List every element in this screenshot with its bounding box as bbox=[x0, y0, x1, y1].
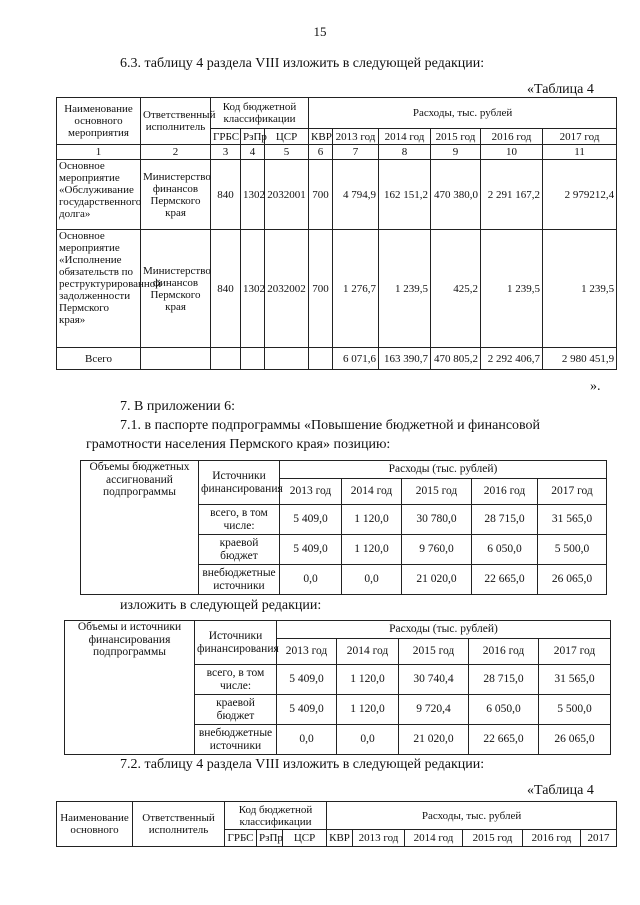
closing-quote: ». bbox=[590, 379, 601, 394]
header-responsible: Ответственный исполнитель bbox=[133, 802, 225, 847]
row-name: Основное мероприятие «Обслуживание государственного долга» bbox=[57, 160, 141, 230]
table-4-second bbox=[56, 801, 617, 847]
row-value: 2 979212,4 bbox=[543, 160, 617, 230]
col-num: 5 bbox=[265, 145, 309, 160]
header-year: 2015 год bbox=[431, 129, 481, 145]
row-value: 22 665,0 bbox=[469, 725, 539, 755]
header-expenses: Расходы (тыс. рублей) bbox=[277, 621, 611, 639]
row-label: внебюджетные источники bbox=[199, 565, 280, 595]
row-value: 5 500,0 bbox=[539, 695, 611, 725]
header-year: 2016 год bbox=[472, 479, 538, 505]
total-value: 470 805,2 bbox=[431, 348, 481, 370]
row-kvr: 700 bbox=[309, 160, 333, 230]
total-value: 2 292 406,7 bbox=[481, 348, 543, 370]
col-num: 6 bbox=[309, 145, 333, 160]
row-value: 5 409,0 bbox=[277, 665, 337, 695]
header-volume: Объемы бюджетных ассигнований подпрограммы bbox=[81, 461, 199, 595]
row-value: 1 239,5 bbox=[481, 230, 543, 348]
table-4-main bbox=[56, 97, 617, 370]
row-value: 9 760,0 bbox=[402, 535, 472, 565]
row-value: 21 020,0 bbox=[402, 565, 472, 595]
total-value: 6 071,6 bbox=[333, 348, 379, 370]
header-year: 2013 год bbox=[353, 830, 405, 847]
row-value: 26 065,0 bbox=[539, 725, 611, 755]
header-year: 2014 год bbox=[405, 830, 463, 847]
row-value: 1 276,7 bbox=[333, 230, 379, 348]
col-num: 4 bbox=[241, 145, 265, 160]
total-row bbox=[57, 348, 617, 370]
header-year: 2016 год bbox=[523, 830, 581, 847]
row-label: всего, в том числе: bbox=[199, 505, 280, 535]
header-year: 2013 год bbox=[277, 639, 337, 665]
table-caption-2: «Таблица 4 bbox=[527, 783, 594, 798]
row-value: 0,0 bbox=[342, 565, 402, 595]
row-responsible: Министерство финансов Пермского края bbox=[141, 230, 211, 348]
section-7-1-line2: грамотности населения Пермского края» позицию: bbox=[86, 437, 391, 452]
row-grbs: 840 bbox=[211, 230, 241, 348]
col-num: 11 bbox=[543, 145, 617, 160]
header-year: 2014 год bbox=[337, 639, 399, 665]
section-6-3-text: 6.3. таблицу 4 раздела VIII изложить в следующей редакции: bbox=[120, 56, 485, 71]
row-label: краевой бюджет bbox=[199, 535, 280, 565]
total-value: 2 980 451,9 bbox=[543, 348, 617, 370]
header-responsible: Ответственный исполнитель bbox=[141, 98, 211, 145]
header-kvr: КВР bbox=[327, 830, 353, 847]
row-value: 26 065,0 bbox=[538, 565, 607, 595]
header-year: 2016 год bbox=[469, 639, 539, 665]
row-csr: 2032002 bbox=[265, 230, 309, 348]
row-value: 5 500,0 bbox=[538, 535, 607, 565]
header-grbs: ГРБС bbox=[225, 830, 257, 847]
header-year: 2015 год bbox=[399, 639, 469, 665]
col-num: 3 bbox=[211, 145, 241, 160]
header-year: 2013 год bbox=[280, 479, 342, 505]
header-budget-code: Код бюджетной классификации bbox=[211, 98, 309, 129]
row-value: 6 050,0 bbox=[469, 695, 539, 725]
row-value: 31 565,0 bbox=[539, 665, 611, 695]
header-year: 2016 год bbox=[481, 129, 543, 145]
header-year: 2015 год bbox=[463, 830, 523, 847]
row-value: 0,0 bbox=[277, 725, 337, 755]
section-7-text: 7. В приложении 6: bbox=[120, 399, 236, 414]
header-year: 2017 bbox=[581, 830, 617, 847]
row-value: 22 665,0 bbox=[472, 565, 538, 595]
header-volume: Объемы и источники финансирования подпрограммы bbox=[65, 621, 195, 755]
passport-table-new bbox=[64, 620, 611, 755]
col-num: 10 bbox=[481, 145, 543, 160]
row-label: краевой бюджет bbox=[195, 695, 277, 725]
header-expenses: Расходы, тыс. рублей bbox=[327, 802, 617, 830]
row-responsible: Министерство финансов Пермского края bbox=[141, 160, 211, 230]
column-numbers-row bbox=[57, 145, 617, 160]
header-name: Наименование основного bbox=[57, 802, 133, 847]
row-value: 0,0 bbox=[337, 725, 399, 755]
row-value: 5 409,0 bbox=[280, 505, 342, 535]
header-expenses: Расходы (тыс. рублей) bbox=[280, 461, 607, 479]
row-value: 1 120,0 bbox=[337, 665, 399, 695]
row-grbs: 840 bbox=[211, 160, 241, 230]
page-number: 15 bbox=[313, 24, 327, 39]
row-value: 0,0 bbox=[280, 565, 342, 595]
table-row bbox=[57, 160, 617, 230]
row-label: всего, в том числе: bbox=[195, 665, 277, 695]
header-kvr: КВР bbox=[309, 129, 333, 145]
row-value: 425,2 bbox=[431, 230, 481, 348]
col-num: 8 bbox=[379, 145, 431, 160]
row-value: 28 715,0 bbox=[469, 665, 539, 695]
row-value: 5 409,0 bbox=[280, 535, 342, 565]
row-csr: 2032001 bbox=[265, 160, 309, 230]
header-budget-code: Код бюджетной классификации bbox=[225, 802, 327, 830]
header-year: 2014 год bbox=[379, 129, 431, 145]
row-value: 162 151,2 bbox=[379, 160, 431, 230]
row-value: 6 050,0 bbox=[472, 535, 538, 565]
header-year: 2013 год bbox=[333, 129, 379, 145]
col-num: 2 bbox=[141, 145, 211, 160]
header-name: Наименование основного мероприятия bbox=[57, 98, 141, 145]
table-row bbox=[57, 230, 617, 348]
header-rzpr: РзПр bbox=[241, 129, 265, 145]
section-7-2-text: 7.2. таблицу 4 раздела VIII изложить в следующей редакции: bbox=[120, 757, 485, 772]
header-sources: Источники финансирования bbox=[195, 621, 277, 665]
header-csr: ЦСР bbox=[283, 830, 327, 847]
col-num: 1 bbox=[57, 145, 141, 160]
header-expenses: Расходы, тыс. рублей bbox=[309, 98, 617, 129]
header-year: 2014 год bbox=[342, 479, 402, 505]
col-num: 9 bbox=[431, 145, 481, 160]
row-value: 1 239,5 bbox=[379, 230, 431, 348]
row-value: 9 720,4 bbox=[399, 695, 469, 725]
header-csr: ЦСР bbox=[265, 129, 309, 145]
total-value: 163 390,7 bbox=[379, 348, 431, 370]
row-value: 31 565,0 bbox=[538, 505, 607, 535]
row-kvr: 700 bbox=[309, 230, 333, 348]
header-year: 2017 год bbox=[538, 479, 607, 505]
passport-table-old bbox=[80, 460, 607, 595]
header-year: 2015 год bbox=[402, 479, 472, 505]
header-sources: Источники финансирования bbox=[199, 461, 280, 505]
total-label: Всего bbox=[57, 348, 141, 370]
row-name: Основное мероприятие «Исполнение обязательств по реструктурированной задолженности Пермского края» bbox=[57, 230, 141, 348]
row-label: внебюджетные источники bbox=[195, 725, 277, 755]
row-value: 470 380,0 bbox=[431, 160, 481, 230]
section-7-1-line1: 7.1. в паспорте подпрограммы «Повышение бюджетной и финансовой bbox=[120, 418, 541, 433]
row-value: 5 409,0 bbox=[277, 695, 337, 725]
row-value: 1 120,0 bbox=[337, 695, 399, 725]
row-value: 28 715,0 bbox=[472, 505, 538, 535]
row-value: 2 291 167,2 bbox=[481, 160, 543, 230]
col-num: 7 bbox=[333, 145, 379, 160]
row-value: 21 020,0 bbox=[399, 725, 469, 755]
replace-with-text: изложить в следующей редакции: bbox=[120, 598, 322, 613]
header-year: 2017 год bbox=[539, 639, 611, 665]
row-value: 4 794,9 bbox=[333, 160, 379, 230]
row-rzpr: 1302 bbox=[241, 160, 265, 230]
row-value: 1 120,0 bbox=[342, 505, 402, 535]
row-value: 1 120,0 bbox=[342, 535, 402, 565]
table-caption: «Таблица 4 bbox=[527, 82, 594, 97]
header-rzpr: РзПр bbox=[257, 830, 283, 847]
row-value: 1 239,5 bbox=[543, 230, 617, 348]
header-year: 2017 год bbox=[543, 129, 617, 145]
row-value: 30 780,0 bbox=[402, 505, 472, 535]
header-grbs: ГРБС bbox=[211, 129, 241, 145]
row-value: 30 740,4 bbox=[399, 665, 469, 695]
row-rzpr: 1302 bbox=[241, 230, 265, 348]
